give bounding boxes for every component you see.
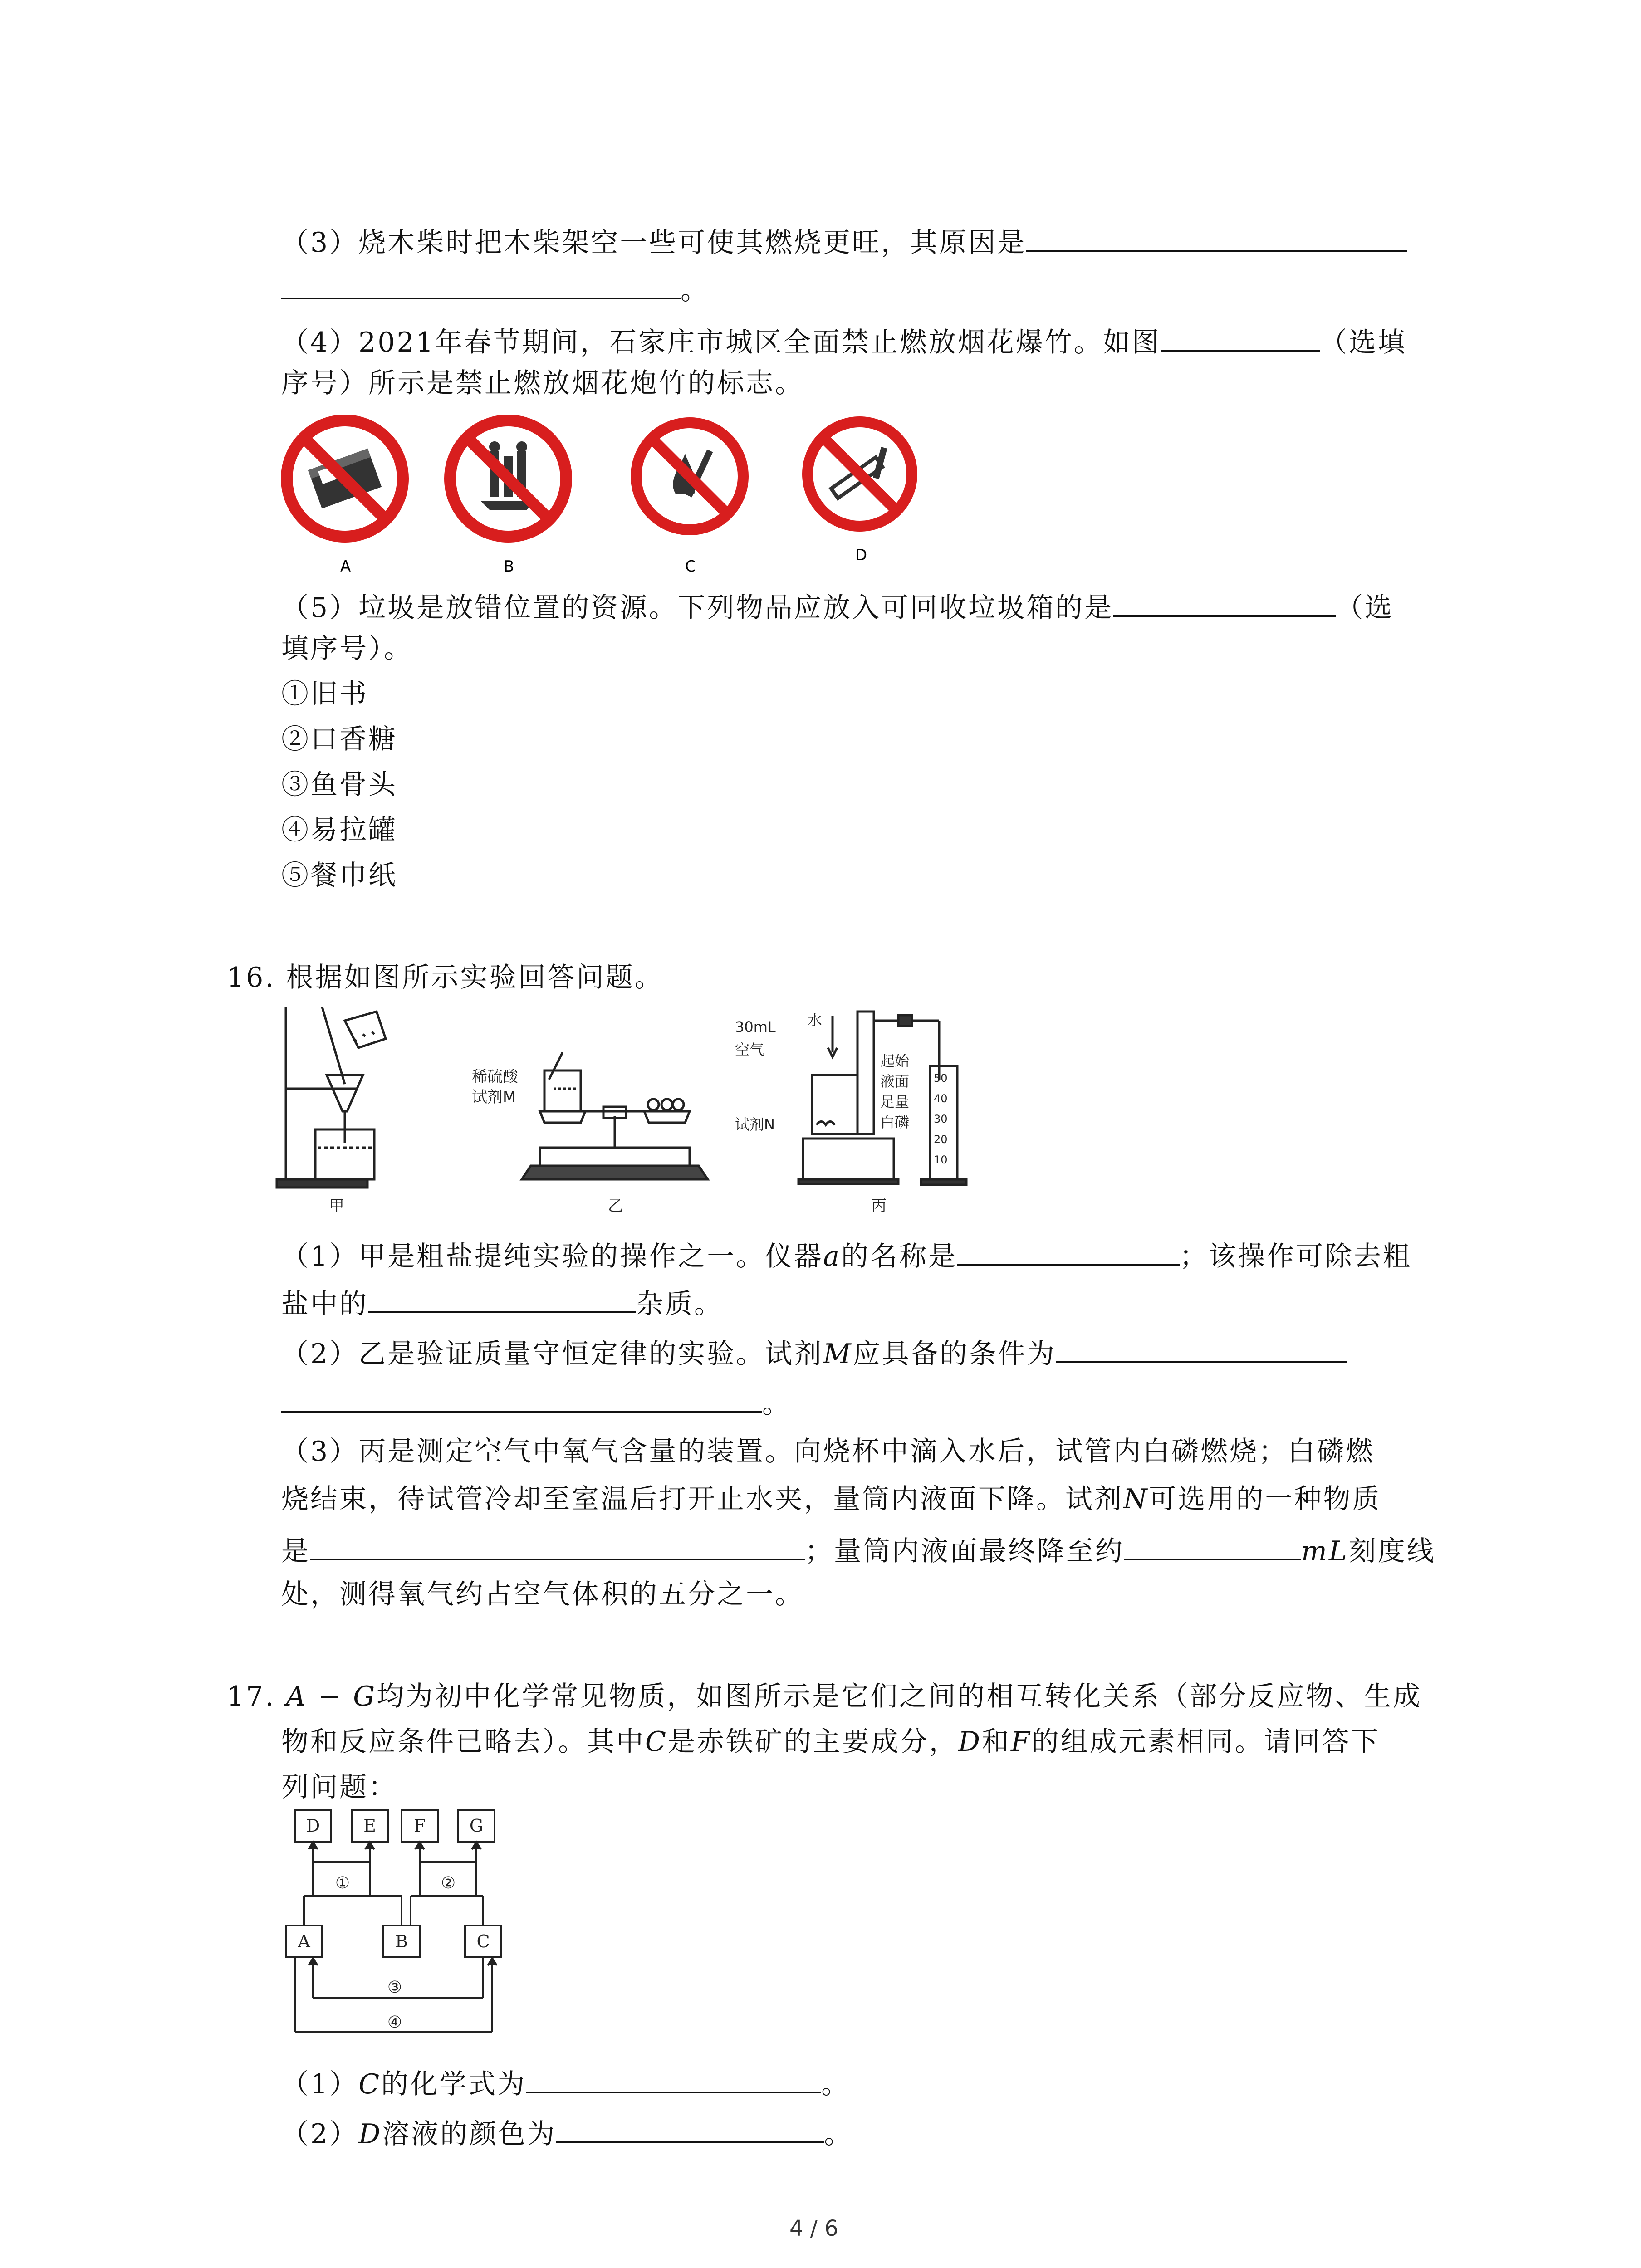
label-30ml: 30mL [735,1018,776,1036]
box-d: D [306,1816,320,1836]
scale-tick-label: 40 [934,1092,948,1105]
answer-blank[interactable] [1026,220,1407,252]
scale-tick-label: 50 [934,1072,948,1085]
sign-label-b: B [504,557,514,576]
label-white-p: 白磷 [880,1114,910,1131]
q15-p3-line1: （3）烧木柴时把木柴架空一些可使其燃烧更旺，其原因是 [281,220,1407,261]
q15-p4-line2: 序号）所示是禁止燃放烟花炮竹的标志。 [281,367,804,399]
label-yi: 乙 [608,1197,623,1215]
q17-line3: 列问题： [281,1771,397,1803]
q16-p3-line3: 是 ；量筒内液面最终降至约 mL刻度线 [281,1529,1436,1569]
q16-p3-line2: 烧结束，待试管冷却至室温后打开止水夹，量筒内液面下降。试剂N可选用的一种物质 [281,1483,1381,1515]
reaction-1-label: ① [335,1874,350,1892]
q16-p1-line2: 盐中的 杂质。 [281,1281,723,1322]
box-e: E [363,1816,376,1836]
label-acid: 稀硫酸 [472,1068,518,1086]
option-item: ④易拉罐 [281,814,397,846]
option-item: ③鱼骨头 [281,769,397,801]
label-start: 起始 [880,1052,910,1070]
answer-blank[interactable] [1113,585,1336,617]
box-f: F [413,1816,426,1836]
answer-blank[interactable] [281,268,681,299]
label-jia: 甲 [329,1197,344,1215]
q17-line1: 17. A − G均为初中化学常见物质，如图所示是它们之间的相互转化关系（部分反应物、生成 [227,1681,1422,1712]
q16-title: 16. 根据如图所示实验回答问题。 [227,962,664,993]
sign-label-a: A [340,557,351,576]
q16-p2-line2: 。 [281,1381,791,1422]
answer-blank[interactable] [310,1529,805,1560]
box-g: G [469,1816,484,1836]
answer-blank[interactable] [957,1234,1180,1266]
label-bing: 丙 [871,1197,887,1215]
q16-p2-line1: （2）乙是验证质量守恒定律的实验。试剂M应具备的条件为 [281,1331,1347,1372]
reaction-2-label: ② [441,1874,456,1892]
label-liquid: 液面 [880,1073,910,1090]
sign-b-no-fireworks-icon [450,420,566,537]
q16-p3-line4: 处，测得氧气约占空气体积的五分之一。 [281,1579,804,1610]
reaction-4-label: ④ [387,2013,402,2032]
label-enough: 足量 [880,1093,910,1110]
sign-d-no-smoking-icon [808,422,912,526]
q17-p1: （1）C的化学式为 。 [281,2062,850,2102]
prohibition-signs-figure [281,415,939,578]
page-number: 4 / 6 [789,2216,838,2241]
scale-tick-label: 10 [934,1154,948,1166]
answer-blank[interactable] [1056,1331,1347,1363]
reaction-3-label: ③ [387,1978,402,1997]
option-item: ①旧书 [281,678,368,710]
answer-blank[interactable] [281,1381,762,1413]
q16-p3-line1: （3）丙是测定空气中氧气含量的装置。向烧杯中滴入水后，试管内白磷燃烧；白磷燃 [281,1436,1375,1467]
sign-c-no-open-flame-icon [636,423,743,530]
answer-blank[interactable] [526,2062,821,2093]
box-a: A [298,1931,310,1951]
q15-p4-line1: （4）2021年春节期间，石家庄市城区全面禁止燃放烟花爆竹。如图 （选填 [281,320,1407,361]
option-item: ②口香糖 [281,723,397,755]
scale-tick-label: 30 [934,1113,948,1125]
option-item: ⑤餐巾纸 [281,860,397,891]
box-c: C [476,1931,490,1951]
label-air: 空气 [735,1041,764,1058]
q15-p5-line1: （5）垃圾是放错位置的资源。下列物品应放入可回收垃圾箱的是 （选 [281,585,1394,626]
q17-transformation-diagram [281,1808,535,2055]
q15-p5-line2: 填序号）。 [281,633,413,665]
balance-apparatus [522,1052,708,1179]
q17-line2: 物和反应条件已略去）。其中C是赤铁矿的主要成分，D和F的组成元素相同。请回答下 [281,1726,1380,1758]
label-water: 水 [808,1012,823,1029]
label-reagent-n: 试剂N [735,1116,775,1133]
label-reagent-m: 试剂M [472,1088,516,1106]
sign-label-c: C [685,557,696,576]
answer-blank[interactable] [556,2112,824,2143]
q15-p3-line2: 。 [281,268,710,308]
filtration-apparatus [277,1007,386,1188]
answer-blank[interactable] [368,1281,636,1313]
answer-blank[interactable] [1124,1529,1301,1560]
q17-p2: （2）D溶液的颜色为 。 [281,2112,853,2152]
sign-a-no-firecrackers-icon [287,420,403,537]
scale-tick-label: 20 [934,1133,948,1146]
sign-label-d: D [855,546,867,564]
box-b: B [395,1931,408,1951]
q16-experiment-figure [272,998,980,1225]
answer-blank[interactable] [1161,320,1320,352]
q16-p1-line1: （1）甲是粗盐提纯实验的操作之一。仪器a的名称是 ；该操作可除去粗 [281,1234,1412,1275]
